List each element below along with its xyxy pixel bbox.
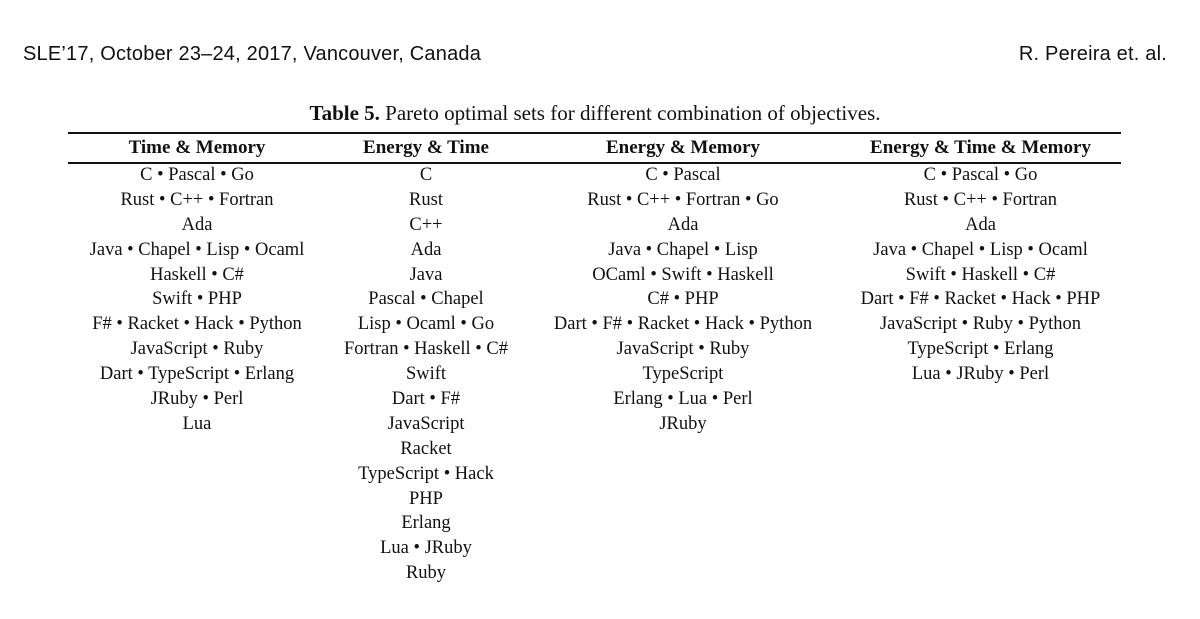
table-cell: TypeScript (642, 364, 724, 385)
column-header: Energy & Time (363, 137, 489, 158)
table-cell: PHP (409, 488, 443, 509)
table-cell: Fortran • Haskell • C# (343, 339, 509, 360)
table-cell: Haskell • C# (150, 264, 244, 285)
table-cell: C • Pascal • Go (923, 165, 1038, 185)
table-cell: Erlang • Lua • Perl (613, 389, 753, 410)
table-cell: Java • Chapel • Lisp (608, 239, 758, 260)
table-cell: TypeScript • Hack (358, 463, 494, 484)
table-cell: JRuby • Perl (150, 389, 244, 410)
table-top-rule (68, 132, 1121, 134)
table-cell: Dart • F# • Racket • Hack • PHP (860, 289, 1101, 310)
table-cell: Ruby (405, 563, 447, 584)
table-cell: Rust • C++ • Fortran • Go (587, 189, 779, 210)
table-cell: F# • Racket • Hack • Python (92, 314, 302, 335)
table-cell: Racket (400, 438, 452, 459)
table-cell: Dart • F# (391, 389, 461, 410)
table-cell: JavaScript • Ruby • Python (879, 314, 1082, 335)
table-cell: Lua • JRuby (380, 538, 472, 559)
column-body (68, 163, 326, 437)
table-cell: Java (409, 264, 443, 285)
running-header-right: R. Pereira et. al. (1018, 43, 1167, 65)
table-cell: Java • Chapel • Lisp • Ocaml (873, 239, 1088, 260)
column-body (526, 163, 840, 437)
table-cell: Rust • C++ • Fortran (903, 189, 1058, 210)
table-cell: TypeScript • Erlang (907, 339, 1054, 360)
table-cell: C (419, 165, 433, 185)
table-cell: Lisp • Ocaml • Go (357, 314, 495, 335)
column-body (840, 163, 1121, 387)
table-cell: C • Pascal • Go (140, 165, 254, 185)
column-header: Energy & Memory (605, 137, 761, 158)
table-cell: JavaScript • Ruby (616, 339, 750, 360)
table-cell: Lua • JRuby • Perl (911, 364, 1050, 385)
table-cell: Pascal • Chapel (368, 289, 484, 310)
table-cell: Ada (181, 214, 213, 235)
table-cell: C++ (409, 214, 443, 235)
table-cell: Ada (965, 214, 996, 235)
table-cell: Java • Chapel • Lisp • Ocaml (89, 239, 305, 260)
table-cell: Ada (410, 239, 442, 260)
column-header: Time & Memory (128, 137, 266, 158)
table-cell: Dart • TypeScript • Erlang (99, 364, 295, 385)
table-cell: C# • PHP (647, 289, 719, 310)
table-cell: JavaScript (387, 413, 465, 434)
table-cell: Lua (182, 413, 212, 434)
table-cell: Rust (409, 189, 443, 210)
table-cell: Ada (667, 214, 699, 235)
table-cell: C • Pascal (645, 165, 721, 185)
table-cell: Dart • F# • Racket • Hack • Python (553, 314, 813, 335)
table-caption-text: Pareto optimal sets for different combination of objectives. (379, 101, 881, 125)
table-cell: Swift • Haskell • C# (905, 264, 1056, 285)
column-body (326, 163, 526, 586)
table-cell: JRuby (659, 413, 707, 434)
table-cell: Swift (405, 364, 447, 385)
table-cell: OCaml • Swift • Haskell (592, 264, 774, 285)
table-caption-label: Table 5. (309, 101, 380, 125)
table-cell: JavaScript • Ruby (130, 339, 264, 360)
column-header: Energy & Time & Memory (870, 137, 1091, 158)
running-header-left: SLE’17, October 23–24, 2017, Vancouver, Canada (23, 43, 482, 65)
table-cell: Swift • PHP (152, 289, 242, 310)
table-cell: Erlang (401, 513, 451, 534)
table-cell: Rust • C++ • Fortran (120, 189, 274, 210)
table-caption (0, 101, 1190, 126)
